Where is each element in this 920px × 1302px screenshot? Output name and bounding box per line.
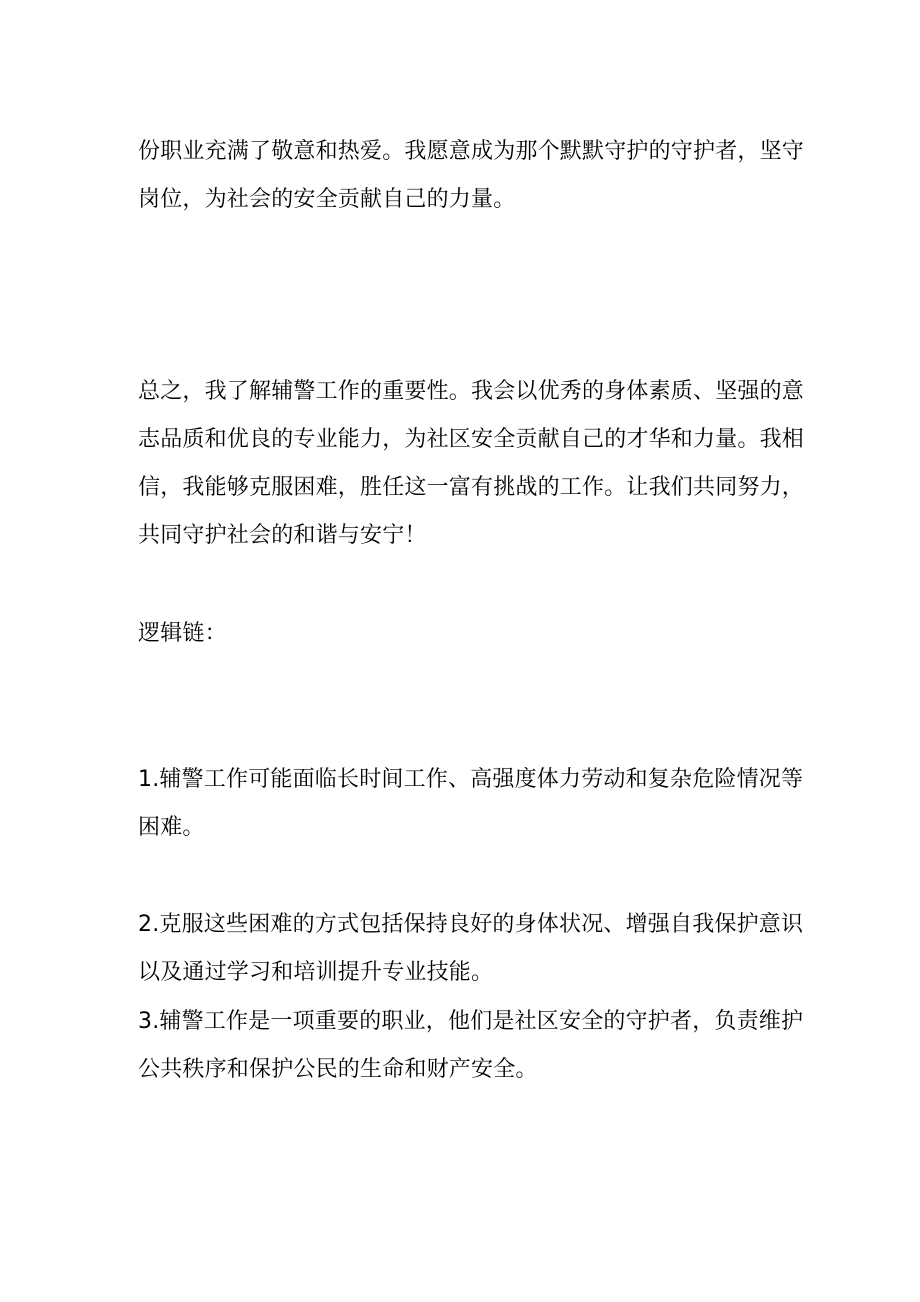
item-1-line-1: 1.辅警工作可能面临长时间工作、高强度体力劳动和复杂危险情况等 [138,767,804,792]
item-2-line-2: 以及通过学习和培训提升专业技能。 [138,960,494,985]
item-3-line-1: 3.辅警工作是一项重要的职业，他们是社区安全的守护者，负责维护 [138,1009,804,1034]
paragraph-1-line-1: 份职业充满了敬意和热爱。我愿意成为那个默默守护的守护者，坚守 [138,139,805,164]
item-1-line-2: 困难。 [138,815,205,840]
logic-chain-heading: 逻辑链： [138,621,227,646]
paragraph-2-line-1: 总之，我了解辅警工作的重要性。我会以优秀的身体素质、坚强的意 [138,379,805,404]
paragraph-2-line-3: 信，我能够克服困难，胜任这一富有挑战的工作。让我们共同努力， [138,475,805,500]
item-2-line-1: 2.克服这些困难的方式包括保持良好的身体状况、增强自我保护意识 [138,912,804,937]
item-3-line-2: 公共秩序和保护公民的生命和财产安全。 [138,1057,538,1082]
paragraph-2-line-4: 共同守护社会的和谐与安宁！ [138,523,427,548]
paragraph-1-line-2: 岗位，为社会的安全贡献自己的力量。 [138,187,516,212]
paragraph-2-line-2: 志品质和优良的专业能力，为社区安全贡献自己的才华和力量。我相 [138,427,805,452]
